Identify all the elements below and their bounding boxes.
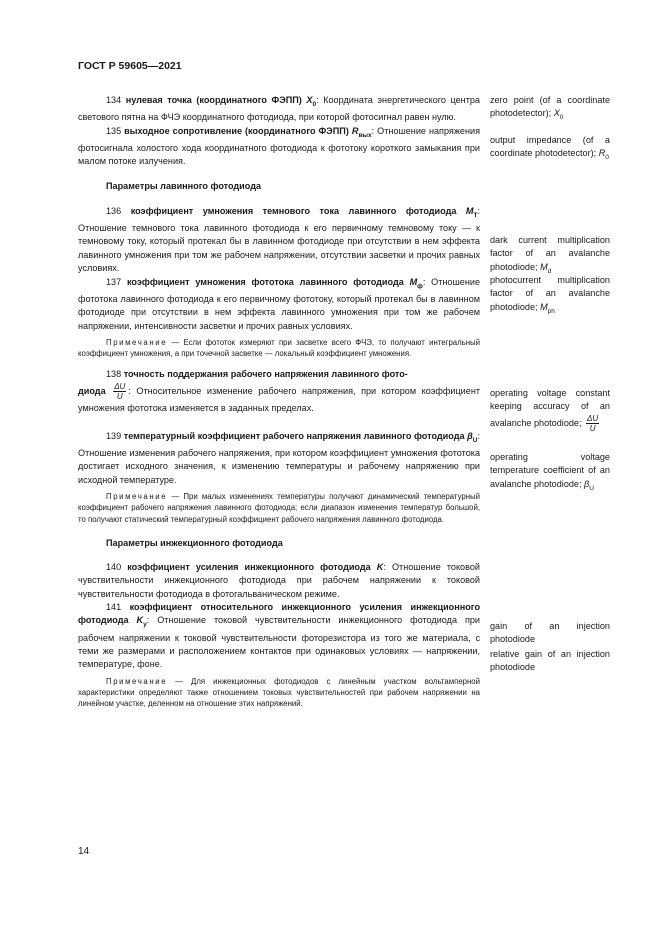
- entry-138: 138 точность поддержания рабочего напряжения лавинного фото- диода $\frac{\Delta U}{U}$ : Относительное изменение рабочего напряжения, при котором коэффициент умножения фототока изменяется в заданных пределах.: [78, 369, 481, 413]
- en-140: gain of an injection photodiode: [490, 621, 610, 645]
- note-141: Примечание — Для инжекционных фотодиодов с линейным участком вольтамперной характеристики определяют также отношением токовых чувствительностей при рабочем напряжении на линейном участке, деленном на отношение этих напряжений.: [78, 676, 480, 709]
- en-138: operating voltage constant keeping accuracy of an avalanche photodiode; $\frac{\Delta U}{U}$: [490, 388, 610, 433]
- term-137: коэффициент умножения фототока лавинного фотодиода: [126, 276, 410, 287]
- term-141: коэффициент относительного инжекционного усиления инжекционного фотодиода: [78, 602, 481, 626]
- en-139: operating voltage temperature coefficient of an avalanche photodiode; $\beta_U$: [490, 452, 610, 492]
- delta-u-fraction-en: $\frac{\Delta U}{U}$: [587, 413, 599, 433]
- entry-135: 135 выходное сопротивление (координатного ФЭПП) $R_{вых}$: Отношение напряжения фотосигнала холостого хода координатного фотодиода к фототоку короткого замыкания при малом потоке излучения.: [78, 125, 480, 167]
- en-134: zero point (of a coordinate photodetector); $X_0$: [490, 95, 610, 122]
- entry-141: 141 коэффициент относительного инжекционного усиления инжекционного фотодиода $K_у$: Отношение токовой чувствительности инжекционного фотодиода при рабочем напряжении к токовой чувствительности фоторезистора из того же материала, с теми же размерами и расположением контактов при одинаковых условиях — напряжении, температуре, фоне.: [78, 602, 481, 670]
- document-header: ГОСТ Р 59605—2021: [78, 60, 182, 72]
- entry-139: 139 температурный коэффициент рабочего напряжения лавинного фотодиода $\beta_U$: Отношение изменения рабочего напряжения, при котором коэффициент умножения фототока достигает исходного значения, к изменению температуры и рабочему напряжению при исходной температуре.: [78, 430, 480, 485]
- section-heading-avalanche: Параметры лавинного фотодиода: [106, 180, 262, 191]
- entry-140: 140 коэффициент усиления инжекционного фотодиода K: Отношение токовой чувствительности инжекционного фотодиода при рабочем напряжении к токовой чувствительности фотодиода в фотогальваническом режиме.: [78, 561, 480, 599]
- delta-u-fraction: $\frac{\Delta U}{U}$: [114, 381, 126, 401]
- en-137: photocurrent multiplication factor of an avalanche photodiode; $M_{ph}$: [490, 275, 610, 315]
- main-column: [78, 94, 480, 709]
- en-141: relative gain of an injection photodiode: [490, 649, 610, 673]
- term-135: выходное сопротивление (координатного ФЭПП): [124, 125, 352, 136]
- entry-137: 137 коэффициент умножения фототока лавинного фотодиода $M_ф$: Отношение фототока лавинного фотодиода к его первичному фототоку, который протекал бы в лавинном фотодиоде при отсутствии в нем эффекта лавинного умножения при том же рабочем напряжении, интенсивности засветки и прочих равных условиях.: [78, 276, 480, 331]
- entry-136: 136 коэффициент умножения темнового тока лавинного фотодиода $M_T$: Отношение темнового тока лавинного фотодиода к его первичному темновому току — к темновому току, который протекал бы в лавинном фотодиоде при отсутствии в нем эффекта лавинного умножения при том же рабочем напряжении, отсутствии засветки и прочих равных условиях.: [78, 205, 480, 274]
- term-134: нулевая точка (координатного ФЭПП): [125, 95, 307, 105]
- page-number: 14: [78, 846, 90, 857]
- term-139: температурный коэффициент рабочего напряжения лавинного фотодиода: [123, 430, 468, 441]
- en-135: output impedance (of a coordinate photodetector); $R_0$: [490, 135, 610, 162]
- term-136: коэффициент умножения темнового тока лавинного фотодиода: [130, 205, 466, 216]
- term-140: коэффициент усиления инжекционного фотодиода: [127, 561, 377, 572]
- note-139: Примечание — При малых изменениях температуры получают динамический температурный коэффициент рабочего напряжения лавинного фотодиода; если диапазон изменения температур большой, то получают статический температурный коэффициент рабочего напряжения лавинного фотодиода.: [78, 492, 480, 524]
- entry-134: 134 нулевая точка (координатного ФЭПП) $X_0$: Координата энергетического центра светового пятна на ФЧЭ координатного фотодиода, при которой фотосигнал равен нулю.: [78, 95, 480, 123]
- term-138: точность поддержания рабочего напряжения лавинного фото-: [123, 369, 408, 380]
- section-heading-injection: Параметры инжекционного фотодиода: [106, 537, 283, 548]
- note-137: Примечание — Если фототок измеряют при засветке всего ФЧЭ, то получают интегральный коэффициент умножения, а при точечной засветке — локальный коэффициент умножения.: [78, 337, 480, 359]
- en-136: dark current multiplication factor of an avalanche photodiode; $M_d$: [490, 235, 610, 275]
